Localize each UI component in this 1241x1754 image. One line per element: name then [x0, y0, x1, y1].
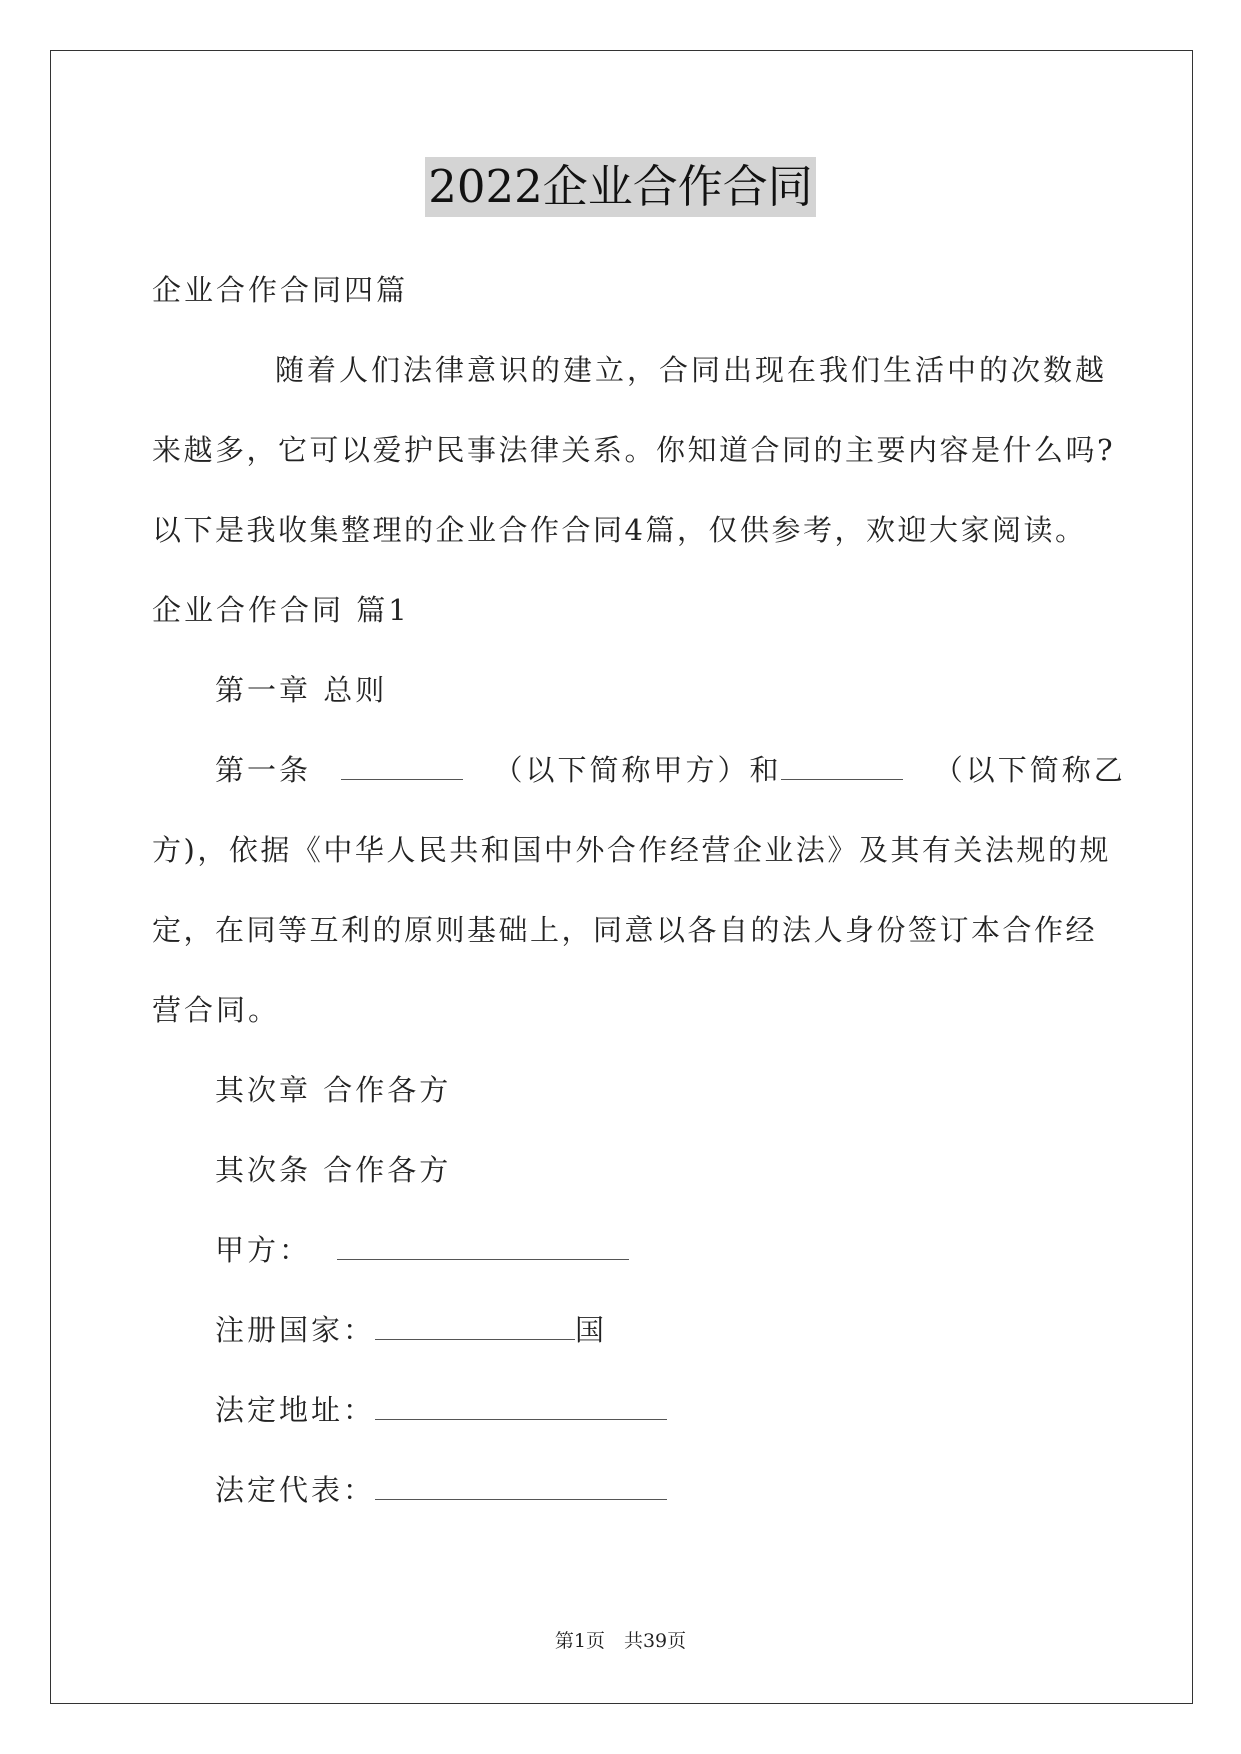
article-line — [215, 752, 1126, 788]
article-label: 第一条 — [215, 753, 312, 787]
article-text: （以下简称乙 — [933, 753, 1126, 787]
article-line: 其次条 合作各方 — [215, 1153, 452, 1187]
subtitle: 企业合作合同四篇 — [152, 273, 409, 307]
paragraph-line: 营合同。 — [152, 993, 281, 1027]
chapter-heading: 其次章 合作各方 — [215, 1073, 452, 1107]
address-line — [215, 1392, 667, 1428]
page-number: 第1页 共39页 — [554, 1630, 687, 1652]
address-label: 法定地址： — [215, 1393, 376, 1427]
paragraph-line: 定，在同等互利的原则基础上，同意以各自的法人身份签订本合作经 — [152, 913, 1098, 947]
article-text: （以下简称甲方）和 — [493, 753, 782, 787]
paragraph-line: 方)，依据《中华人民共和国中外合作经营企业法》及其有关法规的规 — [152, 833, 1111, 867]
blank-field — [341, 757, 463, 780]
blank-field — [375, 1397, 667, 1420]
blank-field — [781, 757, 903, 780]
party-a-line — [215, 1232, 629, 1268]
paragraph-line: 以下是我收集整理的企业合作合同4篇，仅供参考，欢迎大家阅读。 — [152, 513, 1087, 547]
blank-field — [337, 1237, 629, 1260]
representative-label: 法定代表： — [215, 1473, 376, 1507]
party-a-label: 甲方： — [215, 1233, 312, 1267]
representative-line — [215, 1472, 667, 1508]
country-label: 注册国家： — [215, 1313, 376, 1347]
chapter-heading: 第一章 总则 — [215, 673, 388, 707]
document-title: 2022企业合作合同 — [425, 157, 816, 217]
document-title-wrap — [0, 157, 1241, 217]
paragraph-line: 随着人们法律意识的建立，合同出现在我们生活中的次数越 — [275, 353, 1108, 387]
country-suffix: 国 — [575, 1313, 608, 1347]
country-line — [215, 1312, 607, 1348]
paragraph-line: 来越多，它可以爱护民事法律关系。你知道合同的主要内容是什么吗? — [152, 433, 1116, 467]
blank-field — [375, 1477, 667, 1500]
blank-field — [375, 1317, 575, 1340]
section-heading: 企业合作合同 篇1 — [152, 593, 410, 627]
